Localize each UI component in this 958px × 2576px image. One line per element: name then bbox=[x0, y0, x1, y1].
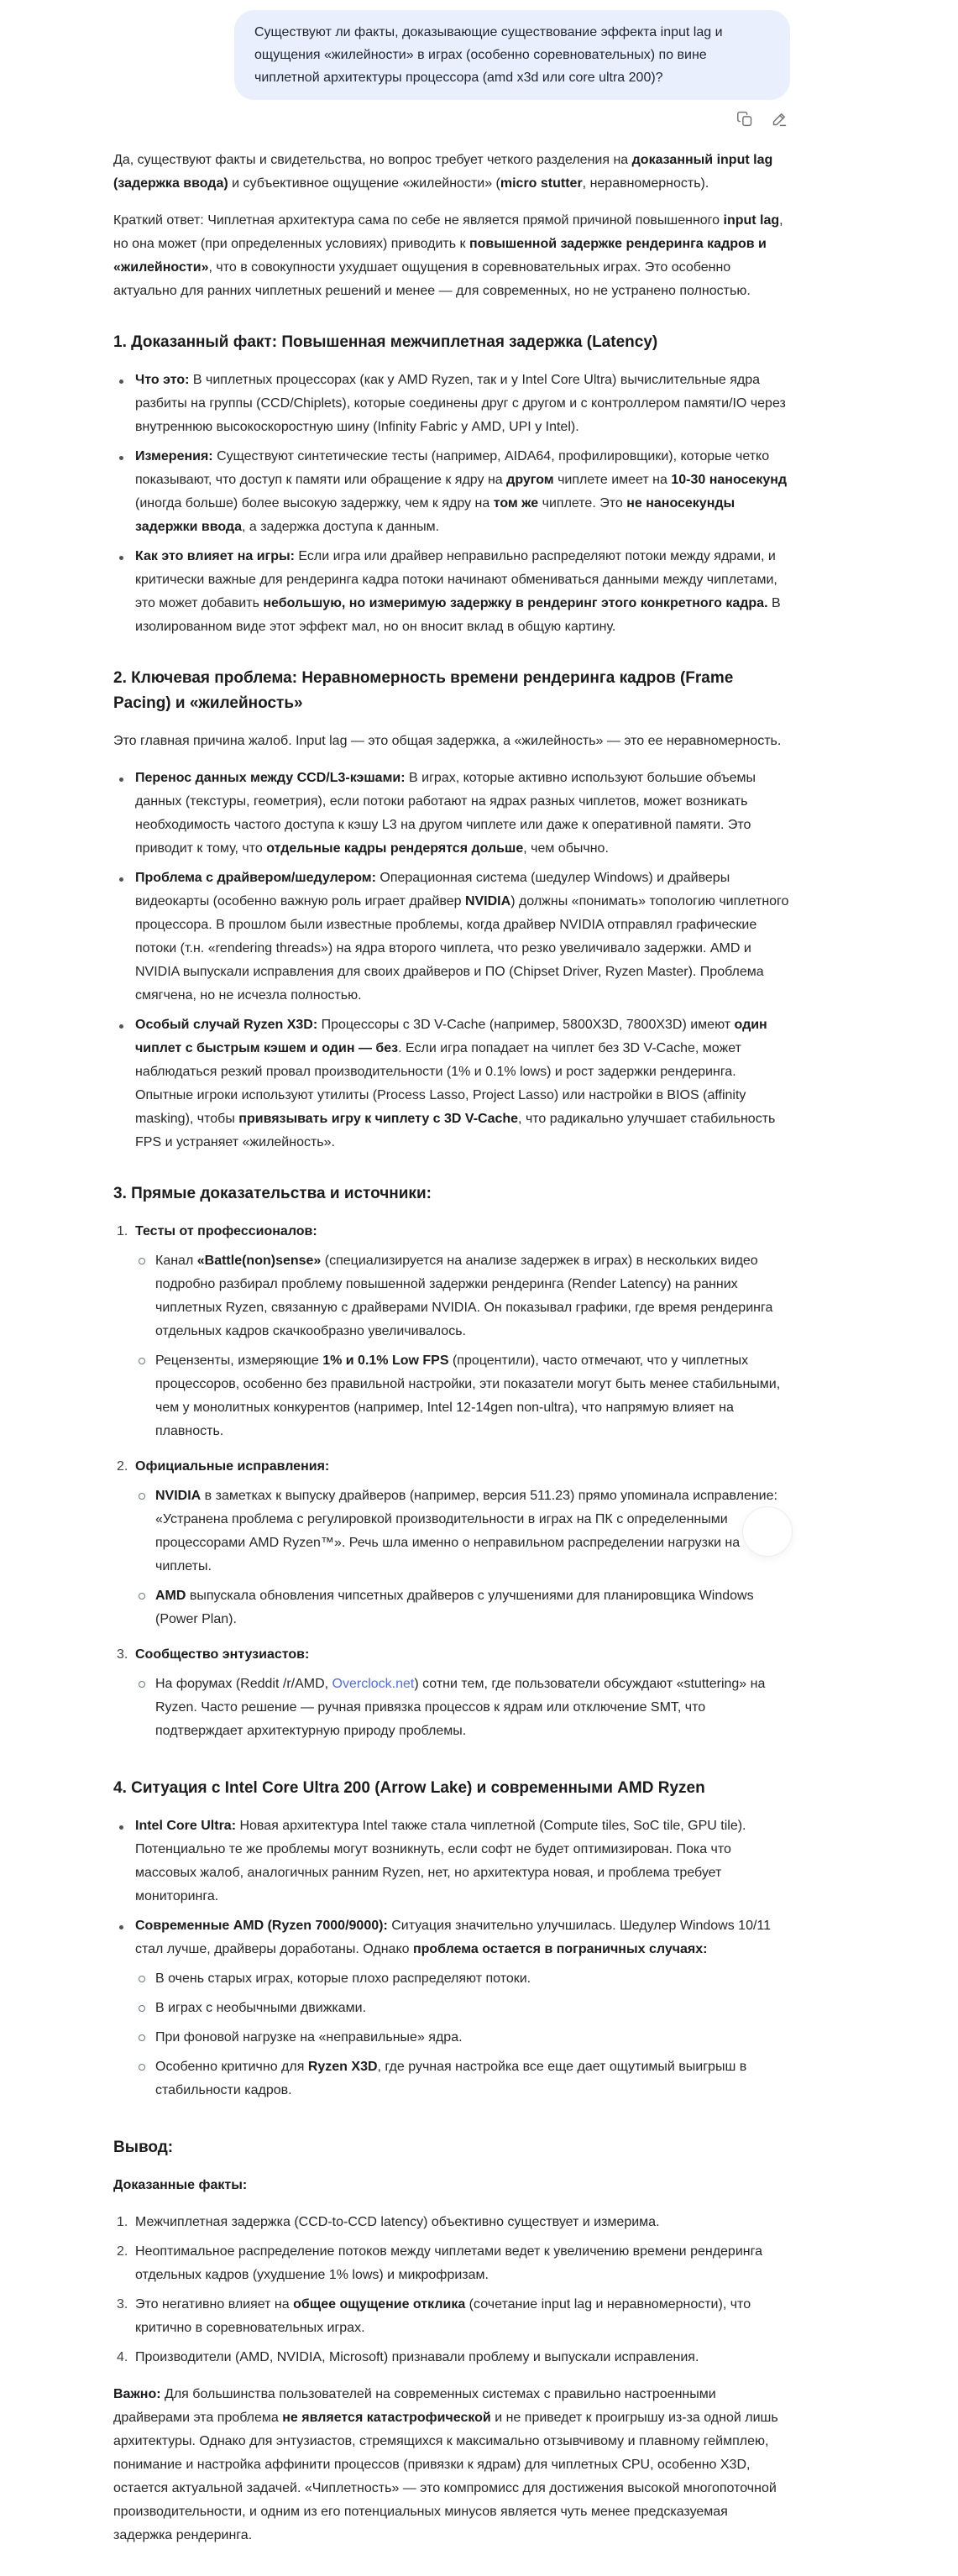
bullet-marker bbox=[113, 545, 135, 639]
list-item-text bbox=[135, 545, 790, 639]
bold-text: не является катастрофической bbox=[282, 2411, 491, 2425]
bold-text: NVIDIA bbox=[155, 1489, 202, 1503]
paragraph bbox=[113, 2174, 790, 2197]
list-item bbox=[113, 545, 790, 639]
bold-text: доказанный input lag (задержка ввода) bbox=[113, 153, 773, 191]
bold-text: повышенной задержке рендеринга кадров и «жилейности» bbox=[113, 237, 767, 275]
text-run: Новая архитектура Intel также стала чиплетной (Compute tiles, SoC tile, GPU tile). Потенциально те же проблемы могут возникнуть, если софт не будет оптимизирован. Пока что массовых жалоб, аналогичных ранним Ryzen, нет, но архитектура новая, и проблема требует мониторинга. bbox=[135, 1819, 746, 1903]
text-run: , что радикально улучшает стабильность FPS и устраняет «жилейность». bbox=[135, 1112, 776, 1149]
list-item bbox=[113, 1013, 790, 1154]
text-run: (специализируется на анализе задержек в играх) в нескольких видео подробно разбирал проблему повышенной задержки рендеринга (Render Latency) на ранних чиплетных Ryzen, связанную с драйверами NVIDIA. Он показывал графики, где время рендеринга отдельных кадров скачкообразно увеличивалось. bbox=[155, 1254, 773, 1338]
sub-list-item bbox=[135, 1997, 790, 2020]
list-item bbox=[113, 369, 790, 439]
text-run: ) должны «понимать» топологию чиплетного процессора. В прошлом были известные проблемы, когда драйвер NVIDIA отправлял графические потоки (т.н. «rendering threads») на ядра второго чиплета, что резко увеличивало задержки. AMD и NVIDIA выпускали исправления для своих драйверов и ПО (Chipset Driver, Ryzen Master). Проблема смягчена, но не исчезла полностью. bbox=[135, 894, 789, 1003]
chat-page bbox=[113, 0, 790, 2547]
sub-list-item bbox=[135, 2055, 790, 2102]
bold-text: общее ощущение отклика bbox=[293, 2297, 466, 2312]
text-run: Канал bbox=[155, 1254, 197, 1268]
circle-bullet-icon bbox=[139, 1493, 145, 1500]
bold-text: Особый случай Ryzen X3D: bbox=[135, 1018, 318, 1032]
copy-button[interactable] bbox=[735, 108, 756, 129]
bullet-icon bbox=[119, 1024, 123, 1029]
text-run: На форумах (Reddit /r/AMD, bbox=[155, 1677, 332, 1691]
section-heading: 1. Доказанный факт: Повышенная межчиплетная задержка (Latency) bbox=[113, 333, 658, 351]
list-item-text bbox=[135, 2240, 790, 2287]
circle-bullet-icon bbox=[139, 1593, 145, 1600]
list-item bbox=[113, 2211, 790, 2234]
list-item bbox=[113, 2240, 790, 2287]
text-run: . Если игра попадает на чиплет без 3D V-Cache, может наблюдаться резкий провал производительности (1% и 0.1% lows) и рост задержки рендеринга. Опытные игроки используют утилиты (Process Lasso, Project Lasso) или настройки в BIOS (affinity masking), чтобы bbox=[135, 1041, 746, 1126]
text-run: Это главная причина жалоб. Input lag — это общая задержка, а «жилейность» — это ее неравномерность. bbox=[113, 734, 782, 748]
paragraph bbox=[113, 730, 790, 753]
text-run: , где ручная настройка все еще дает ощутимый выигрыш в стабильности кадров. bbox=[155, 2060, 747, 2097]
bold-text: Доказанные факты: bbox=[113, 2178, 248, 2192]
list-item-text bbox=[135, 767, 790, 861]
bold-text: Intel Core Ultra: bbox=[135, 1819, 237, 1833]
section-heading: 4. Ситуация с Intel Core Ultra 200 (Arrow Lake) и современными AMD Ryzen bbox=[113, 1779, 705, 1797]
text-run: , а задержка доступа к данным. bbox=[241, 520, 440, 534]
text-run: Это негативно влияет на bbox=[135, 2297, 294, 2312]
sub-list-item bbox=[135, 1349, 790, 1443]
list-item-text bbox=[135, 867, 790, 1008]
circle-bullet-marker bbox=[135, 2055, 155, 2102]
user-message-bubble bbox=[234, 10, 790, 100]
bold-text: привязывать игру к чиплету с 3D V-Cache bbox=[238, 1112, 519, 1126]
number-marker: 2. bbox=[117, 1459, 128, 1474]
list-item bbox=[113, 2293, 790, 2340]
sub-list-item bbox=[135, 1584, 790, 1631]
number-marker: 1. bbox=[117, 2215, 128, 2229]
list-item-text bbox=[135, 1914, 790, 2108]
assistant-response bbox=[113, 149, 790, 2547]
text-run: , но она может (при определенных условиях) приводить к bbox=[113, 213, 783, 251]
numbered-list bbox=[113, 1220, 790, 1749]
list-item bbox=[113, 1220, 790, 1449]
bold-text: NVIDIA bbox=[464, 894, 511, 908]
sub-item-text bbox=[155, 1673, 790, 1743]
bold-text: Важно: bbox=[113, 2387, 161, 2401]
text-run: и субъективное ощущение «жилейности» ( bbox=[228, 176, 500, 191]
user-message-row bbox=[113, 10, 790, 100]
bold-text: 10-30 наносекунд bbox=[671, 473, 788, 487]
circle-bullet-marker bbox=[135, 1349, 155, 1443]
circle-bullet-icon bbox=[139, 1358, 145, 1364]
sub-item-text bbox=[155, 2055, 790, 2102]
list-item-text bbox=[135, 369, 790, 439]
bold-text: проблема остается в пограничных случаях: bbox=[412, 1942, 708, 1956]
text-run: чиплете имеет на bbox=[553, 473, 672, 487]
text-run: , что в совокупности ухудшает ощущения в соревновательных играх. Это особенно актуально для ранних чиплетных решений и менее — для современных, но не устранено полностью. bbox=[113, 260, 751, 298]
text-run: В очень старых играх, которые плохо распределяют потоки. bbox=[155, 1971, 531, 1986]
text-run: Краткий ответ: Чиплетная архитектура сама по себе не является прямой причиной повышенного bbox=[113, 213, 724, 228]
bold-text: Современные AMD (Ryzen 7000/9000): bbox=[135, 1919, 388, 1933]
circle-bullet-marker bbox=[135, 1673, 155, 1743]
circle-bullet-icon bbox=[139, 1976, 145, 1982]
bullet-icon bbox=[119, 380, 123, 384]
sub-item-text bbox=[155, 1997, 790, 2020]
circle-bullet-icon bbox=[139, 2034, 145, 2041]
sub-item-text bbox=[155, 1249, 790, 1343]
circle-bullet-marker bbox=[135, 1997, 155, 2020]
sub-item-text bbox=[155, 1349, 790, 1443]
bullet-marker bbox=[113, 445, 135, 539]
circle-bullet-marker bbox=[135, 1249, 155, 1343]
text-run: , чем обычно. bbox=[523, 841, 609, 856]
list-item-text bbox=[135, 1455, 790, 1637]
bold-text: Измерения: bbox=[135, 449, 213, 463]
list-item bbox=[113, 867, 790, 1008]
text-run: , неравномерность). bbox=[582, 176, 709, 191]
text-run: Процессоры с 3D V-Cache (например, 5800X3D, 7800X3D) имеют bbox=[317, 1018, 735, 1032]
text-run: При фоновой нагрузке на «неправильные» ядра. bbox=[155, 2030, 463, 2045]
circle-bullet-icon bbox=[139, 2005, 145, 2012]
text-run: Рецензенты, измеряющие bbox=[155, 1353, 323, 1368]
text-run: Существуют синтетические тесты (например, AIDA64, профилировщики), которые четко показывают, что доступ к памяти или обращение к ядру на bbox=[135, 449, 770, 487]
text-run: в заметках к выпуску драйверов (например, версия 511.23) прямо упоминала исправление: «Устранена проблема с регулировкой производительности в играх на ПК с определенными процессорами AMD Ryzen™». Речь шла именно о неправильном распределении нагрузки на чиплеты. bbox=[155, 1489, 777, 1573]
edit-button[interactable] bbox=[769, 108, 790, 129]
text-run: Особенно критично для bbox=[155, 2060, 308, 2074]
bullet-icon bbox=[119, 456, 123, 460]
list-item-text bbox=[135, 1013, 790, 1154]
bullet-icon bbox=[119, 877, 123, 882]
circle-bullet-icon bbox=[139, 1258, 145, 1264]
bold-text: AMD bbox=[155, 1589, 186, 1603]
text-run: (сочетание input lag и неравномерности), что критично в соревновательных играх. bbox=[135, 2297, 751, 2335]
text-run: (иногда больше) более высокую задержку, чем к ядру на bbox=[135, 496, 494, 510]
text-run: В изолированном виде этот эффект мал, но он вносит вклад в общую картину. bbox=[135, 596, 781, 634]
circle-bullet-icon bbox=[139, 2064, 145, 2071]
circle-bullet-marker bbox=[135, 1484, 155, 1579]
number-marker: 4. bbox=[117, 2350, 128, 2364]
section-heading: 3. Прямые доказательства и источники: bbox=[113, 1185, 432, 1202]
text-run: (процентили), часто отмечают, что у чиплетных процессоров, особенно без правильной настройки, эти показатели могут быть менее стабильными, чем у монолитных конкурентов (например, Intel 12-14gen non-ultra), что напрямую влияет на плавность. bbox=[155, 1353, 781, 1438]
list-item bbox=[113, 2346, 790, 2369]
bold-text: один чиплет с быстрым кэшем и один — без bbox=[135, 1018, 767, 1055]
bold-text: другом bbox=[506, 473, 554, 487]
list-item bbox=[113, 767, 790, 861]
sub-list-item bbox=[135, 2026, 790, 2050]
bold-text: Перенос данных между CCD/L3-кэшами: bbox=[135, 771, 406, 785]
number-marker: 3. bbox=[117, 2297, 128, 2312]
bold-text: не наносекунды задержки ввода bbox=[135, 496, 736, 534]
text-run: В играх с необычными движками. bbox=[155, 2001, 367, 2015]
sub-item-text bbox=[155, 1967, 790, 1991]
text-run: Межчиплетная задержка (CCD-to-CCD latency) объективно существует и измерима. bbox=[135, 2215, 660, 2229]
sub-item-text bbox=[155, 1484, 790, 1579]
list-item bbox=[113, 445, 790, 539]
list-item bbox=[113, 1643, 790, 1749]
sub-list-item bbox=[135, 1484, 790, 1579]
number-marker: 2. bbox=[117, 2244, 128, 2259]
sub-list bbox=[135, 1484, 790, 1631]
numbered-list bbox=[113, 2211, 790, 2369]
paragraph bbox=[113, 149, 790, 196]
text-run: Да, существуют факты и свидетельства, но вопрос требует четкого разделения на bbox=[113, 153, 632, 167]
bold-text: небольшую, но измеримую задержку в рендеринг этого конкретного кадра. bbox=[263, 596, 768, 610]
text-run: и не приведет к проигрышу из-за одной лишь архитектуры. Однако для энтузиастов, стремящихся к максимально отзывчивому и плавному геймплею, понимание и настройка аффинити процессов (привязки к ядрам) для чиплетных CPU, особенно X3D, остается актуальной задачей. «Чиплетность» — это компромисс для достижения высокой многопоточной производительности, и одним из его потенциальных минусов является чуть менее предсказуемая задержка рендеринга. bbox=[113, 2411, 778, 2542]
list-item bbox=[113, 1914, 790, 2108]
bullet-list bbox=[113, 1814, 790, 2108]
circle-bullet-marker bbox=[135, 2026, 155, 2050]
text-run: Для большинства пользователей на современных системах с правильно настроенными драйверами эта проблема bbox=[113, 2387, 716, 2425]
bullet-list bbox=[113, 767, 790, 1154]
bold-text: micro stutter bbox=[500, 176, 583, 191]
text-run: В играх, которые активно используют большие объемы данных (текстуры, геометрия), если потоки работают на ядрах разных чиплетов, может возникать необходимость частого доступа к кэшу L3 на другом чиплете или даже к оперативной памяти. Это приводит к тому, что bbox=[135, 771, 756, 856]
circle-bullet-marker bbox=[135, 1967, 155, 1991]
bold-text: Сообщество энтузиастов: bbox=[135, 1647, 310, 1662]
bold-text: Официальные исправления: bbox=[135, 1459, 330, 1474]
sub-list-item bbox=[135, 1249, 790, 1343]
bold-text: Как это влияет на игры: bbox=[135, 549, 295, 563]
inline-link[interactable]: Overclock.net bbox=[332, 1677, 415, 1691]
sub-list-item bbox=[135, 1673, 790, 1743]
bullet-marker bbox=[113, 1013, 135, 1154]
list-item bbox=[113, 1455, 790, 1637]
sub-list-item bbox=[135, 1967, 790, 1991]
sub-list bbox=[135, 1967, 790, 2102]
circle-bullet-icon bbox=[139, 1681, 145, 1688]
list-item-text bbox=[135, 2293, 790, 2340]
bullet-list bbox=[113, 369, 790, 639]
sub-list bbox=[135, 1249, 790, 1443]
bold-text: отдельные кадры рендерятся дольше bbox=[266, 841, 524, 856]
user-message-text: Существуют ли факты, доказывающие существование эффекта input lag и ощущения «жилейности» в играх (особенно соревновательных) по вине чиплетной архитектуры процессора (amd x3d или core ultra 200)? bbox=[254, 25, 723, 85]
bold-text: input lag bbox=[723, 213, 780, 228]
paragraph bbox=[113, 209, 790, 303]
sub-list bbox=[135, 1673, 790, 1743]
text-run: Производители (AMD, NVIDIA, Microsoft) признавали проблему и выпускали исправления. bbox=[135, 2350, 699, 2364]
bold-text: «Battle(non)sense» bbox=[196, 1254, 322, 1268]
sub-item-text bbox=[155, 1584, 790, 1631]
bold-text: Ryzen X3D bbox=[307, 2060, 378, 2074]
text-run: Операционная система (шедулер Windows) и драйверы видеокарты (особенно важную роль играет драйвер bbox=[135, 871, 730, 908]
edit-icon bbox=[771, 110, 788, 128]
list-item-text bbox=[135, 2211, 790, 2234]
text-run: Неоптимальное распределение потоков между чиплетами ведет к увеличению времени рендеринга отдельных кадров (ухудшение 1% lows) и микрофризам. bbox=[135, 2244, 762, 2282]
bullet-marker bbox=[113, 369, 135, 439]
list-item-text bbox=[135, 2346, 790, 2369]
bullet-marker bbox=[113, 1914, 135, 2108]
copy-icon bbox=[736, 110, 754, 128]
text-run: чиплете. Это bbox=[538, 496, 627, 510]
text-run: Если игра или драйвер неправильно распределяют потоки между ядрами, и критически важные для рендеринга кадра потоки начинают обмениваться данными между чиплетами, это может добавить bbox=[135, 549, 777, 610]
bold-text: Проблема с драйвером/шедулером: bbox=[135, 871, 376, 885]
list-item-text bbox=[135, 1643, 790, 1749]
bullet-icon bbox=[119, 1925, 123, 1929]
paragraph bbox=[113, 2383, 790, 2547]
list-item-text bbox=[135, 1220, 790, 1449]
bullet-icon bbox=[119, 778, 123, 782]
text-run: ) сотни тем, где пользователи обсуждают «stuttering» на Ryzen. Часто решение — ручная привязка процессов к ядрам или отключение SMT, что подтверждает архитектурную природу проблемы. bbox=[155, 1677, 766, 1738]
bullet-marker bbox=[113, 1814, 135, 1908]
list-item-text bbox=[135, 445, 790, 539]
sub-item-text bbox=[155, 2026, 790, 2050]
number-marker: 1. bbox=[117, 1224, 128, 1238]
text-run: В чиплетных процессорах (как у AMD Ryzen, так и у Intel Core Ultra) вычислительные ядра разбиты на группы (CCD/Chiplets), которые соединены друг с другом и с контроллером памяти/IO через внутреннюю высокоскоростную шину (Infinity Fabric у AMD, UPI у Intel). bbox=[135, 373, 786, 434]
bullet-icon bbox=[119, 1825, 123, 1830]
number-marker: 3. bbox=[117, 1647, 128, 1662]
scroll-down-button[interactable] bbox=[742, 1506, 793, 1557]
bullet-marker bbox=[113, 767, 135, 861]
bold-text: 1% и 0.1% Low FPS bbox=[322, 1353, 449, 1368]
text-run: Ситуация значительно улучшилась. Шедулер Windows 10/11 стал лучше, драйверы доработаны. Однако bbox=[135, 1919, 772, 1956]
bold-text: Что это: bbox=[135, 373, 190, 387]
bold-text: том же bbox=[493, 496, 539, 510]
bold-text: Тесты от профессионалов: bbox=[135, 1224, 317, 1238]
bullet-marker bbox=[113, 867, 135, 1008]
text-run: выпускала обновления чипсетных драйверов с улучшениями для планировщика Windows (Power Plan). bbox=[155, 1589, 754, 1626]
list-item-text bbox=[135, 1814, 790, 1908]
section-heading: Вывод: bbox=[113, 2139, 174, 2156]
bullet-icon bbox=[119, 556, 123, 560]
list-item bbox=[113, 1814, 790, 1908]
message-actions bbox=[113, 107, 790, 130]
circle-bullet-marker bbox=[135, 1584, 155, 1631]
section-heading: 2. Ключевая проблема: Неравномерность времени рендеринга кадров (Frame Pacing) и «жилейность» bbox=[113, 669, 734, 712]
